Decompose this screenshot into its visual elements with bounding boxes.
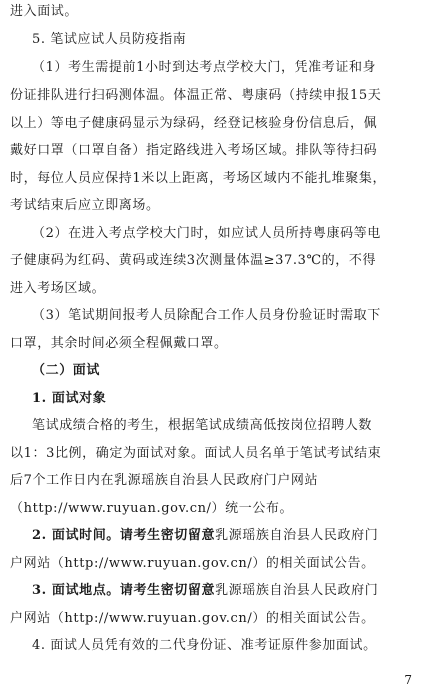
page-number: 7	[404, 673, 412, 687]
text-line: 以1：3比例，确定为面试对象。面试人员名单于笔试考试结束	[10, 446, 382, 461]
text-line: 后7个工作日内在乳源瑶族自治县人民政府门户网站	[10, 473, 319, 488]
text-line: 份证排队进行扫码测体温。体温正常、粤康码（持续申报15天	[10, 88, 382, 103]
section-heading-interview: （二）面试	[32, 363, 101, 378]
text-line: 考试结束后应立即离场。	[10, 198, 160, 213]
interview-time-line	[32, 526, 418, 546]
text-line: 户网站（http://www.ruyuan.gov.cn/）的相关面试公告。	[10, 556, 375, 571]
interview-location-line	[32, 581, 418, 601]
text-span: 乳源瑶族自治县人民政府门	[215, 528, 379, 543]
text-line: 口罩，其余时间必须全程佩戴口罩。	[10, 336, 228, 351]
text-line: 戴好口罩（口罩自备）指定路线进入考场区域。排队等待扫码	[10, 143, 378, 158]
text-line: 以上）等电子健康码显示为绿码，经登记核验身份信息后，佩	[10, 116, 378, 131]
interview-location-label: 3. 面试地点。请考生密切留意	[32, 583, 216, 598]
text-line: （3）笔试期间报考人员除配合工作人员身份验证时需取下	[32, 308, 381, 323]
text-span: 乳源瑶族自治县人民政府门	[215, 583, 379, 598]
text-line: 子健康码为红码、黄码或连续3次测量体温≥37.3℃的，不得	[10, 253, 377, 268]
subheading-interview-candidates: 1. 面试对象	[32, 391, 107, 406]
text-line: 时，每位人员应保持1米以上距离，考场区域内不能扎堆聚集，	[10, 171, 387, 186]
text-line: 4. 面试人员凭有效的二代身份证、准考证原件参加面试。	[32, 638, 377, 653]
section-heading-epidemic-guide: 5. 笔试应试人员防疫指南	[32, 32, 187, 47]
interview-time-label: 2. 面试时间。请考生密切留意	[32, 528, 216, 543]
text-line: 进入考场区域。	[10, 281, 106, 296]
text-line: 笔试成绩合格的考生，根据笔试成绩高低按岗位招聘人数	[32, 418, 373, 433]
text-line: 户网站（http://www.ruyuan.gov.cn/）的相关面试公告。	[10, 611, 375, 626]
text-line: （1）考生需提前1小时到达考点学校大门，凭准考证和身	[32, 60, 377, 75]
text-line: 进入面试。	[10, 4, 79, 19]
text-line: （http://www.ruyuan.gov.cn/）统一公布。	[10, 501, 294, 516]
text-line: （2）在进入考点学校大门时，如应试人员所持粤康码等电	[32, 226, 381, 241]
